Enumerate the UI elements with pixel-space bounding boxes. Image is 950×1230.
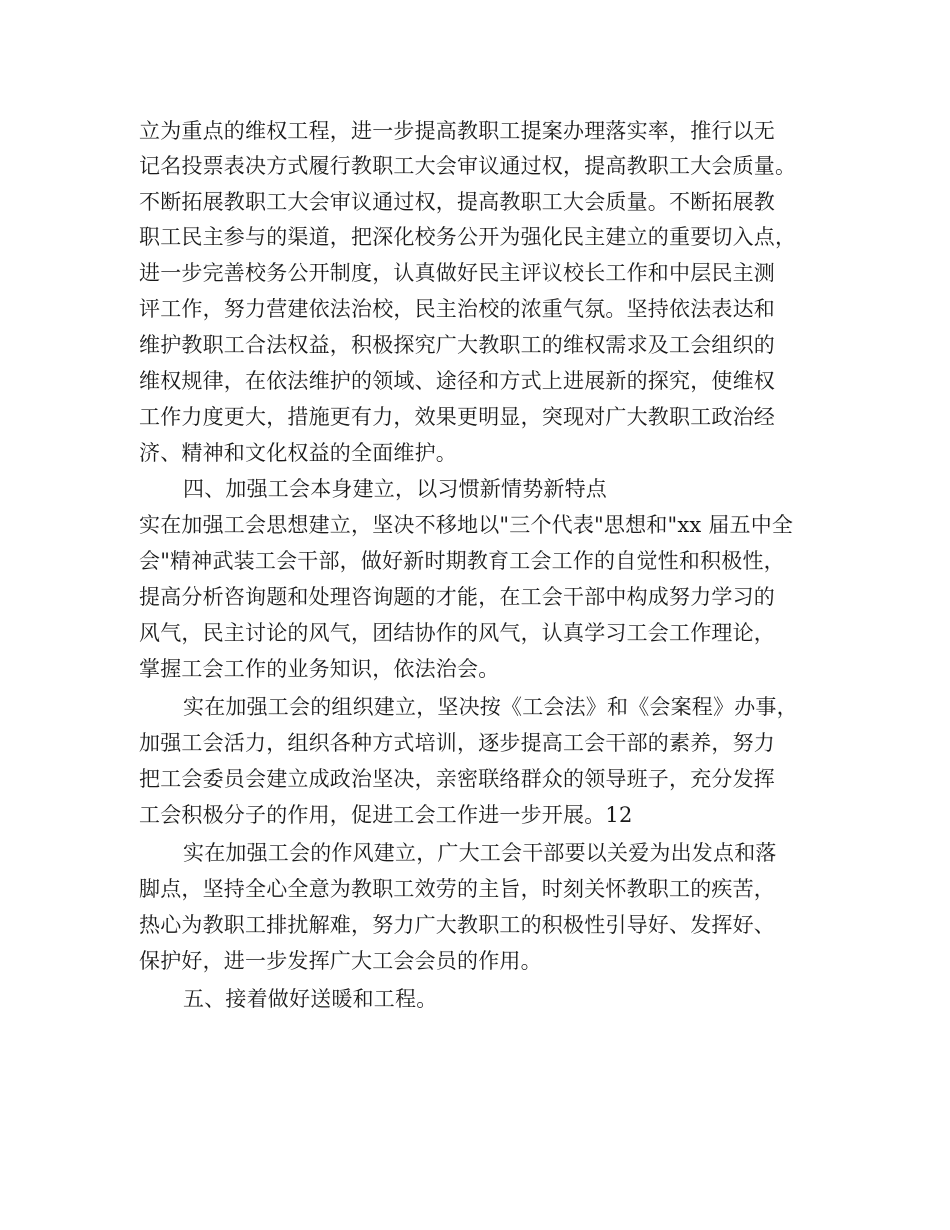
body-text-line: 加强工会活力，组织各种方式培训，逐步提高工会干部的素养，努力 (139, 731, 775, 755)
body-text-line: 风气，民主讨论的风气，团结协作的风气，认真学习工会工作理论， (139, 621, 775, 645)
body-text-line: 脚点，坚持全心全意为教职工效劳的主旨，时刻关怀教职工的疾苦， (139, 877, 775, 901)
body-text-line: 把工会委员会建立成政治坚决，亲密联络群众的领导班子，充分发挥 (139, 767, 775, 791)
body-text-line: 掌握工会工作的业务知识，依法治会。 (139, 657, 500, 681)
body-text-line: 会"精神武装工会干部，做好新时期教育工会工作的自觉性和积极性， (139, 549, 785, 573)
section-heading: 四、加强工会本身建立，以习惯新情势新特点 (183, 477, 607, 501)
body-text-line: 立为重点的维权工程，进一步提高教职工提案办理落实率，推行以无 (139, 119, 775, 143)
body-text-line: 评工作，努力营建依法治校，民主治校的浓重气氛。坚持依法表达和 (139, 297, 775, 321)
body-text-line: 维权规律，在依法维护的领域、途径和方式上进展新的探究，使维权 (139, 369, 775, 393)
body-text-line: 维护教职工合法权益，积极探究广大教职工的维权需求及工会组织的 (139, 333, 775, 357)
body-text-line: 工会积极分子的作用，促进工会工作进一步开展。12 (139, 803, 633, 827)
paragraph-start-line: 实在加强工会的作风建立，广大工会干部要以关爱为出发点和落 (183, 841, 777, 865)
paragraph-start-line: 实在加强工会的组织建立，坚决按《工会法》和《会案程》办事， (183, 695, 798, 719)
body-text-line: 记名投票表决方式履行教职工大会审议通过权，提高教职工大会质量。 (139, 154, 797, 178)
body-text-line: 提高分析咨询题和处理咨询题的才能，在工会干部中构成努力学习的 (139, 585, 775, 609)
body-text-line: 职工民主参与的渠道，把深化校务公开为强化民主建立的重要切入点， (139, 225, 797, 249)
body-text-line: 济、精神和文化权益的全面维护。 (139, 441, 457, 465)
body-text-line: 保护好，进一步发挥广大工会会员的作用。 (139, 949, 542, 973)
section-heading: 五、接着做好送暖和工程。 (183, 987, 438, 1011)
body-text-line: 工作力度更大，措施更有力，效果更明显，突现对广大教职工政治经 (139, 405, 775, 429)
body-text-line: 实在加强工会思想建立，坚决不移地以"三个代表"思想和"xx 届五中全 (139, 513, 794, 537)
body-text-line: 不断拓展教职工大会审议通过权，提高教职工大会质量。不断拓展教 (139, 190, 775, 214)
body-text-line: 进一步完善校务公开制度，认真做好民主评议校长工作和中层民主测 (139, 261, 775, 285)
body-text-line: 热心为教职工排扰解难，努力广大教职工的积极性引导好、发挥好、 (139, 913, 775, 937)
